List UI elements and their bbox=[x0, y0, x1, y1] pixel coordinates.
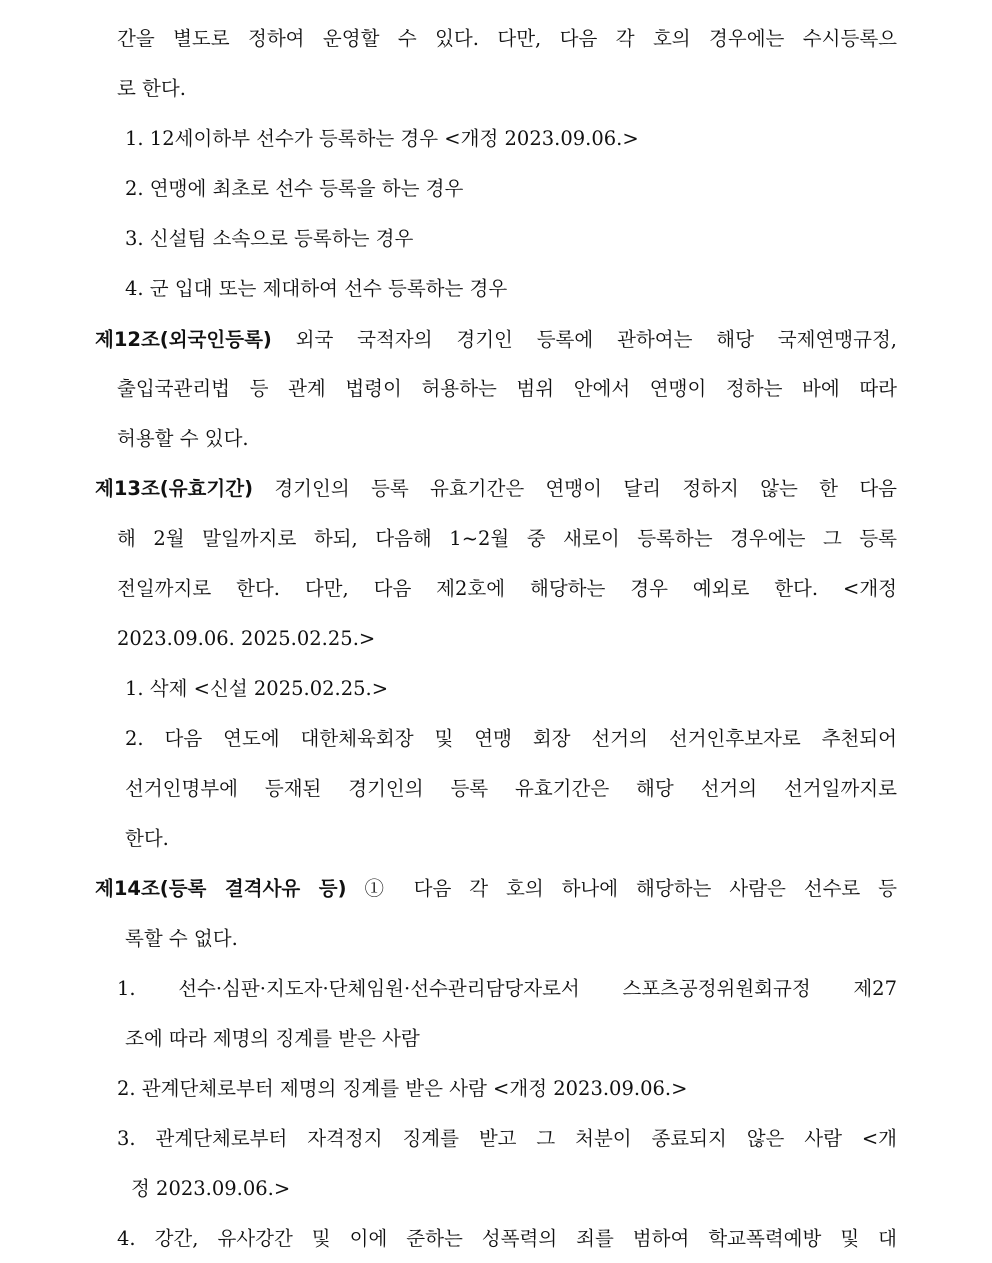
article-13-text: 경기인의 등록 유효기간은 연맹이 달리 정하지 않는 한 다음 bbox=[274, 477, 897, 500]
list-item: 3. 신설팀 소속으로 등록하는 경우 bbox=[125, 227, 414, 250]
text-line: 허용할 수 있다. bbox=[117, 427, 249, 450]
list-item: 4. 군 입대 또는 제대하여 선수 등록하는 경우 bbox=[125, 277, 508, 300]
text-line: 록할 수 없다. bbox=[125, 927, 238, 950]
article-14-first-line bbox=[95, 876, 897, 902]
article-13-title: 제13조(유효기간) bbox=[95, 477, 253, 500]
article-12-text: 외국 국적자의 경기인 등록에 관하여는 해당 국제연맹규정, bbox=[295, 328, 897, 351]
text-line: 간을 별도로 정하여 운영할 수 있다. 다만, 다음 각 호의 경우에는 수시등록으 bbox=[117, 27, 897, 50]
text-line: 조에 따라 제명의 징계를 받은 사람 bbox=[125, 1027, 420, 1050]
text-line: 2023.09.06. 2025.02.25.> bbox=[117, 627, 376, 650]
text-line: 정 2023.09.06.> bbox=[131, 1177, 291, 1200]
article-14-text: ① 다음 각 호의 하나에 해당하는 사람은 선수로 등 bbox=[364, 877, 897, 900]
list-item: 4. 강간, 유사강간 및 이에 준하는 성폭력의 죄를 범하여 학교폭력예방 및 대 bbox=[117, 1227, 897, 1250]
list-item: 1. 선수·심판·지도자·단체임원·선수관리담당자로서 스포츠공정위원회규정 제27 bbox=[117, 977, 897, 1000]
list-item: 1. 삭제 <신설 2025.02.25.> bbox=[125, 677, 389, 700]
list-item: 2. 관계단체로부터 제명의 징계를 받은 사람 <개정 2023.09.06.> bbox=[117, 1077, 688, 1100]
list-item: 1. 12세이하부 선수가 등록하는 경우 <개정 2023.09.06.> bbox=[125, 127, 639, 150]
article-13-first-line bbox=[95, 476, 897, 502]
list-item: 2. 다음 연도에 대한체육회장 및 연맹 회장 선거의 선거인후보자로 추천되어 bbox=[125, 727, 897, 750]
list-item: 3. 관계단체로부터 자격정지 징계를 받고 그 처분이 종료되지 않은 사람 <개 bbox=[117, 1127, 897, 1150]
text-line: 로 한다. bbox=[117, 77, 186, 100]
article-14-title: 제14조(등록 결격사유 등) bbox=[95, 877, 347, 900]
text-line: 전일까지로 한다. 다만, 다음 제2호에 해당하는 경우 예외로 한다. <개정 bbox=[117, 577, 897, 600]
list-item: 2. 연맹에 최초로 선수 등록을 하는 경우 bbox=[125, 177, 464, 200]
text-line: 해 2월 말일까지로 하되, 다음해 1~2월 중 새로이 등록하는 경우에는 그 등록 bbox=[117, 527, 897, 550]
text-line: 한다. bbox=[125, 827, 169, 850]
text-line: 선거인명부에 등재된 경기인의 등록 유효기간은 해당 선거의 선거일까지로 bbox=[125, 777, 897, 800]
text-line: 출입국관리법 등 관계 법령이 허용하는 범위 안에서 연맹이 정하는 바에 따라 bbox=[117, 377, 897, 400]
article-12-first-line bbox=[95, 327, 897, 353]
article-12-title: 제12조(외국인등록) bbox=[95, 328, 272, 351]
